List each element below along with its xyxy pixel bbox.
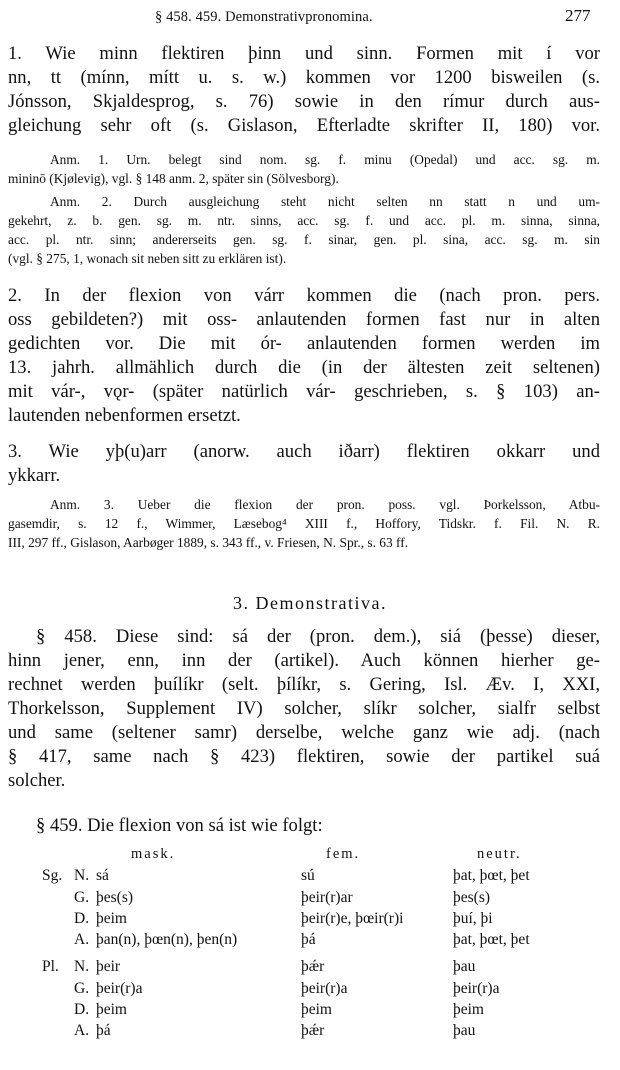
- text-line: § 459. Die flexion von sá ist wie folgt:: [36, 815, 323, 836]
- neuter-form: þeim: [453, 1001, 484, 1018]
- header-title: § 458. 459. Demonstrativpronomina.: [155, 9, 373, 25]
- note-line: Anm. 2. Durch ausgleichung steht nicht selten nn statt n und um-: [50, 194, 600, 209]
- neuter-form: þat, þœt, þet: [453, 931, 530, 948]
- text-line: nn, tt (mínn, mítt u. s. w.) kommen vor 1200 bisweilen (s.: [8, 67, 600, 88]
- paragraph-459: [36, 814, 596, 838]
- masculine-form: þan(n), þœn(n), þen(n): [96, 931, 238, 948]
- column-header-mask: mask.: [131, 846, 176, 862]
- anmerkung-3: [8, 495, 600, 552]
- neuter-form: þuí, þi: [453, 910, 493, 927]
- masculine-form: þá: [96, 1022, 111, 1039]
- text-line: lautenden nebenformen ersetzt.: [8, 405, 241, 426]
- feminine-form: þeim: [301, 1001, 332, 1018]
- text-line: Thorkelsson, Supplement IV) solcher, slíkr solcher, sialfr selbst: [8, 698, 600, 719]
- text-line: 2. In der flexion von várr kommen die (nach pron. pers.: [8, 285, 600, 306]
- masculine-form: þeim: [96, 1001, 127, 1018]
- case-label: A.: [74, 1022, 90, 1039]
- text-line: rechnet werden þuílíkr (selt. þílíkr, s. Gering, Isl. Æv. I, XXI,: [8, 674, 600, 695]
- text-line: hinn jener, enn, inn der (artikel). Auch können hierher ge-: [8, 650, 600, 671]
- neuter-form: þes(s): [453, 889, 491, 906]
- neuter-form: þat, þœt, þet: [453, 867, 530, 884]
- note-line: Anm. 1. Urn. belegt sind nom. sg. f. minu (Opedal) und acc. sg. m.: [50, 152, 600, 167]
- text-line: 3. Wie yþ(u)arr (anorw. auch iðarr) flektiren okkarr und: [8, 441, 600, 462]
- page-number: 277: [565, 6, 591, 25]
- feminine-form: þeir(r)ar: [301, 889, 353, 906]
- text-line: und same (seltener samr) derselbe, welche ganz wie adj. (nach: [8, 722, 600, 743]
- case-label: N.: [74, 958, 90, 975]
- note-line: III, 297 ff., Gislason, Aarbøger 1889, s. 343 ff., v. Friesen, N. Spr., s. 63 ff.: [8, 535, 409, 550]
- section-title: 3. Demonstrativa.: [233, 593, 387, 613]
- text-line: § 417, same nach § 423) flektiren, sowie der partikel suá: [8, 746, 600, 767]
- masculine-form: þeir(r)a: [96, 980, 143, 997]
- masculine-form: þeir: [96, 958, 121, 975]
- running-header: [0, 6, 600, 30]
- neuter-form: þau: [453, 958, 476, 975]
- text-line: 13. jahrh. allmählich durch die (in der ältesten zeit seltenen): [8, 357, 600, 378]
- paragraph-1: [8, 42, 600, 138]
- paragraph-3: [8, 440, 600, 488]
- text-line: Jónsson, Skjaldesprog, s. 76) sowie in den rímur durch aus-: [8, 91, 600, 112]
- neuter-form: þau: [453, 1022, 476, 1039]
- note-line: mininō (Kjølevig), vgl. § 148 anm. 2, später sin (Sölvesborg).: [8, 171, 339, 186]
- masculine-form: þes(s): [96, 889, 134, 906]
- text-line: oss gebildeten?) mit oss- anlautenden formen fast nur in alten: [8, 309, 600, 330]
- text-line: gedichten vor. Die mit ór- anlautenden formen werden im: [8, 333, 600, 354]
- number-label: Pl.: [42, 958, 59, 975]
- paragraph-2: [8, 284, 600, 428]
- text-line: ykkarr.: [8, 465, 61, 486]
- case-label: D.: [74, 910, 90, 927]
- note-line: gasemdir, s. 12 f., Wimmer, Læsebog⁴ XIII f., Hoffory, Tidskr. f. Fil. N. R.: [8, 516, 600, 531]
- column-header-neutr: neutr.: [477, 846, 522, 862]
- anmerkung-2: [8, 192, 600, 268]
- note-line: acc. pl. ntr. sinn; andererseits gen. sg. f. sinar, gen. pl. sina, acc. sg. m. sin: [8, 232, 600, 247]
- case-label: D.: [74, 1001, 90, 1018]
- feminine-form: sú: [301, 867, 315, 884]
- feminine-form: þeir(r)a: [301, 980, 348, 997]
- feminine-form: þǽr: [301, 958, 325, 975]
- note-line: (vgl. § 275, 1, wonach sit neben sitt zu erklären ist).: [8, 251, 287, 266]
- note-line: Anm. 3. Ueber die flexion der pron. poss. vgl. Þorkelsson, Atbu-: [50, 497, 600, 512]
- case-label: N.: [74, 867, 90, 884]
- feminine-form: þeir(r)e, þœir(r)i: [301, 910, 404, 927]
- column-header-fem: fem.: [326, 846, 361, 862]
- text-line: solcher.: [8, 770, 66, 791]
- anmerkung-1: [8, 150, 600, 188]
- case-label: A.: [74, 931, 90, 948]
- neuter-form: þeir(r)a: [453, 980, 500, 997]
- text-line: § 458. Diese sind: sá der (pron. dem.), siá (þesse) dieser,: [36, 626, 600, 647]
- masculine-form: sá: [96, 867, 109, 884]
- feminine-form: þǽr: [301, 1022, 325, 1039]
- feminine-form: þá: [301, 931, 316, 948]
- text-line: 1. Wie minn flektiren þinn und sinn. Formen mit í vor: [8, 43, 600, 64]
- text-line: gleichung sehr oft (s. Gislason, Efterladte skrifter II, 180) vor.: [8, 115, 600, 136]
- case-label: G.: [74, 980, 90, 997]
- number-label: Sg.: [42, 867, 63, 884]
- case-label: G.: [74, 889, 90, 906]
- masculine-form: þeim: [96, 910, 127, 927]
- note-line: gekehrt, z. b. gen. sg. m. ntr. sinns, acc. sg. f. und acc. pl. m. sinna, sinna,: [8, 213, 600, 228]
- text-line: mit vár-, vǫr- (später natürlich vár- geschrieben, s. § 103) an-: [8, 381, 600, 402]
- paragraph-458: [8, 625, 600, 793]
